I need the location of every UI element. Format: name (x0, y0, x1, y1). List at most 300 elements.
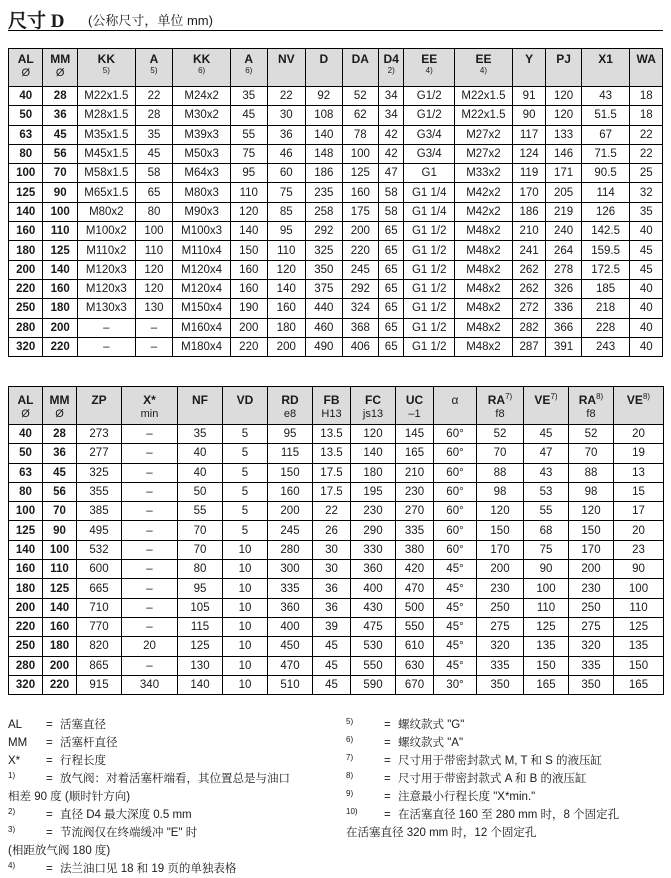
table-cell: 230 (396, 482, 434, 501)
header-label: RA (578, 393, 597, 407)
table-cell: 40 (630, 318, 663, 337)
table-cell: 70 (569, 444, 614, 463)
table-cell: M50x3 (173, 144, 231, 163)
table-cell: G1 1/2 (404, 337, 455, 356)
table-cell: 65 (135, 183, 173, 202)
table-cell: 10 (223, 579, 268, 598)
header-sub: Ø (21, 408, 30, 420)
table-cell: 170 (512, 183, 545, 202)
table-cell: 58 (379, 202, 404, 221)
table-cell: 100 (9, 502, 43, 521)
table-cell: M100x3 (173, 222, 231, 241)
table-cell: 150 (268, 463, 313, 482)
table-row (9, 637, 664, 656)
table-cell: 160 (268, 482, 313, 501)
table-cell: 160 (231, 279, 268, 298)
header-footnote: 7) (550, 392, 558, 401)
equals-sign: = (46, 773, 53, 785)
table-cell: 120 (569, 502, 614, 521)
table-cell: 325 (306, 241, 343, 260)
table-cell: 30 (313, 560, 351, 579)
table-row (9, 482, 664, 501)
column-header (434, 387, 477, 425)
table-cell: M27x2 (455, 125, 513, 144)
footnote (346, 734, 666, 752)
table-cell: 430 (351, 598, 396, 617)
table-cell: 13.5 (313, 425, 351, 444)
table-cell: 88 (569, 463, 614, 482)
table-cell: M130x3 (77, 299, 135, 318)
table-cell: 406 (342, 337, 379, 356)
table-cell: 13.5 (313, 444, 351, 463)
table-cell: M48x2 (455, 241, 513, 260)
table-cell: 380 (396, 540, 434, 559)
table-cell: 110 (614, 598, 664, 617)
footnotes-left (8, 716, 328, 878)
dimensions-table-2 (8, 386, 664, 695)
table-cell: – (122, 560, 178, 579)
table-cell: 210 (512, 222, 545, 241)
table-cell: 45 (630, 260, 663, 279)
table-cell: M45x1.5 (77, 144, 135, 163)
table-cell: 140 (43, 260, 77, 279)
table-cell: 88 (477, 463, 524, 482)
table-cell: 330 (351, 540, 396, 559)
table-cell: – (122, 444, 178, 463)
equals-sign: = (46, 827, 53, 839)
table-cell: 325 (77, 463, 122, 482)
table-cell: 770 (77, 617, 122, 636)
header-sub: 5) (150, 66, 158, 75)
table-cell: M27x2 (455, 144, 513, 163)
table-cell: 60° (434, 463, 477, 482)
table-cell: 277 (77, 444, 122, 463)
table-cell: 40 (9, 87, 43, 106)
table-cell: 25 (630, 164, 663, 183)
table-cell: 495 (77, 521, 122, 540)
table-cell: 50 (9, 106, 43, 125)
table-cell: 670 (396, 675, 434, 694)
column-header (231, 49, 268, 87)
table-cell: 53 (524, 482, 569, 501)
table-cell: 95 (178, 579, 223, 598)
table-cell: 40 (178, 463, 223, 482)
table-cell: 75 (267, 183, 306, 202)
table-cell: 160 (231, 260, 268, 279)
table-cell: M160x4 (173, 318, 231, 337)
footnote (346, 806, 666, 824)
table-cell: 125 (178, 637, 223, 656)
table-cell: 45° (434, 560, 477, 579)
table-cell: 220 (43, 337, 77, 356)
table-cell: 125 (43, 241, 77, 260)
table-cell: 336 (546, 299, 581, 318)
table-cell: 220 (9, 279, 43, 298)
table-cell: M48x2 (455, 279, 513, 298)
header-label: EE (475, 52, 492, 66)
table-cell: 125 (614, 617, 664, 636)
table-cell: 90 (614, 560, 664, 579)
table-cell: 110 (524, 598, 569, 617)
footnote-key: 9) (346, 789, 354, 798)
table-cell: 22 (135, 87, 173, 106)
header-sub: –1 (408, 408, 421, 420)
table-cell: 47 (524, 444, 569, 463)
table-cell: 150 (524, 656, 569, 675)
table-cell: 470 (396, 579, 434, 598)
table-cell: 228 (581, 318, 630, 337)
table-cell: 52 (477, 425, 524, 444)
column-header (43, 49, 77, 87)
table-cell: 45° (434, 598, 477, 617)
table-cell: – (122, 656, 178, 675)
table-cell: 55 (178, 502, 223, 521)
table-cell: 220 (43, 675, 77, 694)
header-sub: Ø (55, 67, 65, 79)
table-cell: 30 (313, 540, 351, 559)
table-cell: – (77, 318, 135, 337)
table-cell: 42 (379, 144, 404, 163)
table-row (9, 579, 664, 598)
table-cell: 56 (43, 144, 77, 163)
table-cell: 100 (524, 579, 569, 598)
table-cell: 51.5 (581, 106, 630, 125)
table-cell: 50 (178, 482, 223, 501)
table-cell: – (135, 337, 173, 356)
table-row (9, 87, 663, 106)
column-header (77, 49, 135, 87)
table-cell: 180 (43, 299, 77, 318)
table-cell: 366 (546, 318, 581, 337)
table-cell: 34 (379, 106, 404, 125)
table-row (9, 183, 663, 202)
table-cell: 135 (524, 637, 569, 656)
table-cell: 160 (342, 183, 379, 202)
table-cell: 142.5 (581, 222, 630, 241)
header-label: EE (421, 52, 438, 66)
table-cell: G1 1/2 (404, 241, 455, 260)
table-cell: 56 (43, 482, 77, 501)
table-cell: 530 (351, 637, 396, 656)
table-cell: 98 (569, 482, 614, 501)
table-cell: M80x3 (173, 183, 231, 202)
table-cell: 28 (135, 106, 173, 125)
header-label: X1 (598, 52, 613, 66)
header-label: VE (626, 393, 643, 407)
table-cell: M150x4 (173, 299, 231, 318)
column-header (455, 49, 513, 87)
table-cell: 130 (135, 299, 173, 318)
table-cell: G3/4 (404, 144, 455, 163)
footnote-text: 活塞直径 (60, 719, 106, 731)
header-sub: 4) (425, 66, 433, 75)
table-cell: 39 (313, 617, 351, 636)
table-cell: 90.5 (581, 164, 630, 183)
table-cell: 5 (223, 444, 268, 463)
table-cell: 272 (512, 299, 545, 318)
table-cell: 326 (546, 279, 581, 298)
table-cell: 52 (569, 425, 614, 444)
table-cell: 43 (524, 463, 569, 482)
table-cell: 95 (268, 425, 313, 444)
table-cell: 250 (9, 299, 43, 318)
table-cell: 200 (267, 337, 306, 356)
table-cell: 43 (581, 87, 630, 106)
table-cell: M30x2 (173, 106, 231, 125)
column-header (404, 49, 455, 87)
table-cell: 140 (9, 202, 43, 221)
table-cell: 350 (569, 675, 614, 694)
table-cell: M48x2 (455, 337, 513, 356)
table-cell: 65 (379, 337, 404, 356)
table-cell: – (122, 463, 178, 482)
header-sub: f8 (495, 408, 505, 420)
table-cell: 45 (135, 144, 173, 163)
table-cell: 58 (135, 164, 173, 183)
header-label: VE (534, 393, 551, 407)
table-cell: 45 (313, 637, 351, 656)
equals-sign: = (384, 773, 391, 785)
column-header (9, 387, 43, 425)
table-cell: M80x2 (77, 202, 135, 221)
table-cell: 240 (546, 222, 581, 241)
column-header (173, 49, 231, 87)
equals-sign: = (384, 809, 391, 821)
table-cell: 630 (396, 656, 434, 675)
table-cell: 15 (614, 482, 664, 501)
footnote-text: 直径 D4 最大深度 0.5 mm (60, 809, 192, 821)
table-cell: – (135, 318, 173, 337)
table-cell: 60° (434, 540, 477, 559)
table-cell: 117 (512, 125, 545, 144)
table-cell: 10 (223, 675, 268, 694)
table-cell: 355 (77, 482, 122, 501)
table-cell: 320 (477, 637, 524, 656)
table-cell: 120 (351, 425, 396, 444)
table-cell: 160 (9, 560, 43, 579)
table-cell: 45° (434, 656, 477, 675)
footnote-text: 螺纹款式 "A" (398, 737, 464, 749)
table-cell: M42x2 (455, 202, 513, 221)
table-cell: 36 (313, 598, 351, 617)
table-cell: 475 (351, 617, 396, 636)
header-label: A (149, 52, 159, 66)
table-cell: 40 (630, 222, 663, 241)
footnote-text: 注意最小行程长度 "X*min." (398, 791, 536, 803)
table-cell: 335 (396, 521, 434, 540)
table-cell: 45° (434, 617, 477, 636)
table-cell: 133 (546, 125, 581, 144)
table-cell: 170 (569, 540, 614, 559)
footnote-text: 尺寸用于带密封款式 A 和 B 的液压缸 (398, 773, 587, 785)
table-cell: 45° (434, 579, 477, 598)
table-cell: 17.5 (313, 482, 351, 501)
table-cell: M28x1.5 (77, 106, 135, 125)
column-header (546, 49, 581, 87)
table-cell: 290 (351, 521, 396, 540)
table-cell: 200 (569, 560, 614, 579)
table-cell: 10 (223, 656, 268, 675)
table-cell: 292 (342, 279, 379, 298)
footnote (8, 752, 328, 770)
column-header (351, 387, 396, 425)
table-cell: 120 (231, 202, 268, 221)
table-cell: 220 (342, 241, 379, 260)
table-cell: – (122, 482, 178, 501)
table-cell: M48x2 (455, 299, 513, 318)
table-cell: 105 (178, 598, 223, 617)
table-cell: 135 (614, 637, 664, 656)
table-row (9, 164, 663, 183)
column-header (268, 387, 313, 425)
dimensions-table-1 (8, 48, 663, 357)
table-cell: 320 (9, 675, 43, 694)
footnote-key: 4) (8, 861, 16, 870)
table-cell: 220 (231, 337, 268, 356)
table-cell: 140 (231, 222, 268, 241)
table-cell: 230 (569, 579, 614, 598)
table-cell: 55 (231, 125, 268, 144)
table-row (9, 337, 663, 356)
table-cell: 275 (569, 617, 614, 636)
table-cell: 26 (313, 521, 351, 540)
table-cell: 17.5 (313, 463, 351, 482)
footnote-continuation: (相距放气阀 180 度) (8, 845, 111, 857)
table-cell: M22x1.5 (77, 87, 135, 106)
table-cell: M120x4 (173, 260, 231, 279)
table-cell: 30 (267, 106, 306, 125)
table-cell: 140 (43, 598, 77, 617)
table-cell: 230 (351, 502, 396, 521)
column-header (630, 49, 663, 87)
table-cell: 258 (306, 202, 343, 221)
table-cell: 120 (267, 260, 306, 279)
footnote-text: 节流阀仅在终端缓冲 "E" 时 (60, 827, 198, 839)
table-cell: – (122, 502, 178, 521)
header-label: VD (236, 393, 254, 407)
header-footnote: 8) (642, 392, 651, 401)
footnote-text: 行程长度 (60, 755, 106, 767)
table-cell: 120 (546, 106, 581, 125)
table-cell: 28 (43, 425, 77, 444)
table-cell: 91 (512, 87, 545, 106)
table-cell: 262 (512, 279, 545, 298)
table-row (9, 617, 664, 636)
header-sub: Ø (21, 67, 31, 79)
header-label: D4 (383, 52, 399, 66)
table-cell: 450 (268, 637, 313, 656)
table-cell: 114 (581, 183, 630, 202)
table-cell: – (122, 617, 178, 636)
table-cell: 63 (9, 463, 43, 482)
column-header (396, 387, 434, 425)
table-cell: 250 (9, 637, 43, 656)
table-cell: 220 (9, 617, 43, 636)
table-cell: 45 (43, 125, 77, 144)
table-cell: 60° (434, 502, 477, 521)
table-cell: 47 (379, 164, 404, 183)
table-cell: 90 (43, 183, 77, 202)
table-cell: 22 (630, 144, 663, 163)
table-row (9, 260, 663, 279)
table-cell: 22 (267, 87, 306, 106)
column-header (512, 49, 545, 87)
table-row (9, 125, 663, 144)
table-cell: M120x4 (173, 279, 231, 298)
header-sub: e8 (283, 408, 297, 420)
table-cell: 210 (396, 463, 434, 482)
table-cell: 865 (77, 656, 122, 675)
header-label: FB (323, 393, 340, 407)
table-cell: 92 (306, 87, 343, 106)
table-cell: 110 (43, 222, 77, 241)
footnote (346, 752, 666, 770)
table-cell: 70 (178, 540, 223, 559)
header-label: D (319, 52, 329, 66)
table-cell: 65 (379, 241, 404, 260)
table-cell: 50 (9, 444, 43, 463)
table-cell: 36 (43, 444, 77, 463)
footnote-key: 2) (8, 807, 16, 816)
table-cell: 280 (9, 656, 43, 675)
footnotes-right (346, 716, 666, 842)
table-cell: 420 (396, 560, 434, 579)
table-cell: 180 (267, 318, 306, 337)
table-cell: 60° (434, 425, 477, 444)
equals-sign: = (384, 719, 391, 731)
table-cell: 146 (546, 144, 581, 163)
table-cell: 915 (77, 675, 122, 694)
column-header (342, 49, 379, 87)
footnote-text: 放气阀：对着活塞杆端看，其位置总是与油口 (60, 773, 290, 785)
header-label: MM (49, 393, 70, 407)
table-cell: 219 (546, 202, 581, 221)
column-header (9, 49, 43, 87)
table-cell: 335 (477, 656, 524, 675)
table-cell: 510 (268, 675, 313, 694)
table-cell: 75 (524, 540, 569, 559)
header-label: X* (143, 393, 156, 407)
table-cell: 190 (231, 299, 268, 318)
page-title: 尺寸 D (8, 11, 65, 32)
footnote-text: 法兰油口见 18 和 19 页的单独表格 (60, 863, 237, 875)
table-cell: M180x4 (173, 337, 231, 356)
table-cell: M65x1.5 (77, 183, 135, 202)
table-cell: 68 (524, 521, 569, 540)
table-cell: 230 (477, 579, 524, 598)
table-row (9, 241, 663, 260)
footnote (8, 734, 328, 752)
column-header (122, 387, 178, 425)
table-cell: 140 (267, 279, 306, 298)
table-cell: 42 (379, 125, 404, 144)
header-sub: f8 (586, 408, 596, 420)
table-cell: M48x2 (455, 318, 513, 337)
table-cell: 186 (306, 164, 343, 183)
header-footnote: 8) (596, 392, 604, 401)
table-cell: 160 (9, 222, 43, 241)
equals-sign: = (46, 809, 53, 821)
table-cell: 5 (223, 482, 268, 501)
table-cell: 360 (351, 560, 396, 579)
table-cell: 22 (313, 502, 351, 521)
table-cell: 100 (43, 540, 77, 559)
column-header (569, 387, 614, 425)
table-cell: 52 (342, 87, 379, 106)
table-cell: 35 (630, 202, 663, 221)
header-sub: 4) (479, 66, 488, 75)
table-cell: 120 (135, 279, 173, 298)
